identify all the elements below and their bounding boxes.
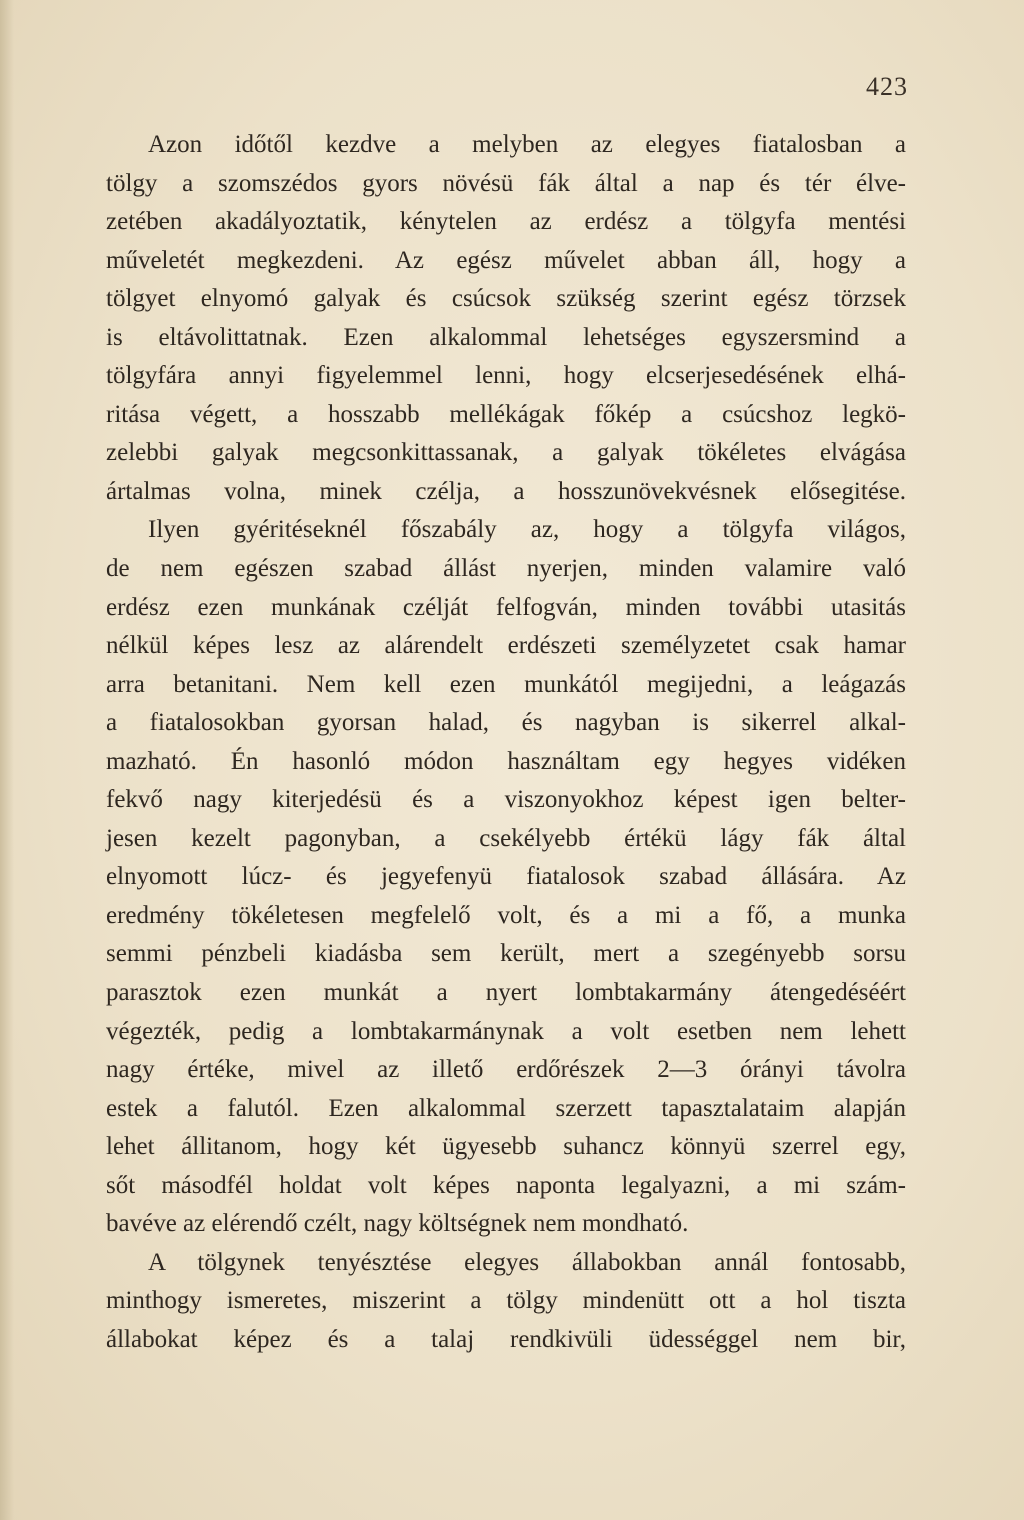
text-line: ártalmas volna, minek czélja, a hosszunövekvésnek elősegitése. [106, 477, 906, 505]
text-line: bavéve az elérendő czélt, nagy költségnek nem mondható. [106, 1210, 689, 1238]
text-line: erdész ezen munkának czélját felfogván, minden további utasitás [106, 593, 906, 621]
text-line: ritása végett, a hosszabb mellékágak főkép a csúcshoz legkö- [106, 400, 906, 428]
text-line: fekvő nagy kiterjedésü és a viszonyokhoz képest igen belter- [106, 786, 906, 814]
text-line: arra betanitani. Nem kell ezen munkától megijedni, a leágazás [106, 670, 906, 698]
text-line: eredmény tökéletesen megfelelő volt, és a mi a fő, a munka [106, 901, 906, 929]
text-line: mazható. Én hasonló módon használtam egy hegyes vidéken [106, 747, 906, 775]
text-line: műveletét megkezdeni. Az egész művelet abban áll, hogy a [106, 246, 906, 274]
page-number: 423 [866, 72, 908, 101]
text-line: zetében akadályoztatik, kénytelen az erdész a tölgyfa mentési [106, 208, 906, 236]
text-line: Azon időtől kezdve a melyben az elegyes fiatalosban a [148, 131, 906, 158]
text-line: nélkül képes lesz az alárendelt erdészeti személyzetet csak hamar [106, 632, 906, 660]
text-line: végezték, pedig a lombtakarmánynak a volt esetben nem lehett [106, 1017, 906, 1045]
text-line: estek a falutól. Ezen alkalommal szerzett tapasztalataim alapján [106, 1094, 906, 1122]
text-line: A tölgynek tenyésztése elegyes állabokban annál fontosabb, [148, 1248, 906, 1276]
text-line: parasztok ezen munkát a nyert lombtakarmány átengedéséért [106, 979, 906, 1007]
text-line: zelebbi galyak megcsonkittassanak, a galyak tökéletes elvágása [106, 439, 906, 467]
text-line: állabokat képez és a talaj rendkivüli üdességgel nem bir, [106, 1325, 906, 1353]
text-line: Ilyen gyéritéseknél főszabály az, hogy a tölgyfa világos, [148, 516, 906, 544]
text-line: minthogy ismeretes, miszerint a tölgy mindenütt ott a hol tiszta [106, 1287, 906, 1315]
text-line: sőt másodfél holdat volt képes naponta legalyazni, a mi szám- [106, 1171, 906, 1199]
text-line: semmi pénzbeli kiadásba sem került, mert a szegényebb sorsu [106, 940, 906, 968]
text-line: tölgyet elnyomó galyak és csúcsok szükség szerint egész törzsek [106, 285, 906, 313]
text-line: elnyomott lúcz- és jegyefenyü fiatalosok szabad állására. Az [106, 863, 906, 891]
text-line: jesen kezelt pagonyban, a csekélyebb értékü lágy fák által [106, 824, 906, 852]
text-line: nagy értéke, mivel az illető erdőrészek 2—3 órányi távolra [106, 1056, 906, 1084]
body-text [106, 126, 906, 1360]
text-line: tölgy a szomszédos gyors növésü fák által a nap és tér élve- [106, 169, 906, 197]
text-line: is eltávolittatnak. Ezen alkalommal lehetséges egyszersmind a [106, 323, 906, 351]
binding-edge-shadow [0, 0, 14, 1520]
text-line: lehet állitanom, hogy két ügyesebb suhancz könnyü szerrel egy, [106, 1133, 906, 1161]
text-line: tölgyfára annyi figyelemmel lenni, hogy elcserjesedésének elhá- [106, 362, 906, 390]
text-line: a fiatalosokban gyorsan halad, és nagyban is sikerrel alkal- [106, 709, 906, 737]
text-line: de nem egészen szabad állást nyerjen, minden valamire való [106, 555, 906, 583]
